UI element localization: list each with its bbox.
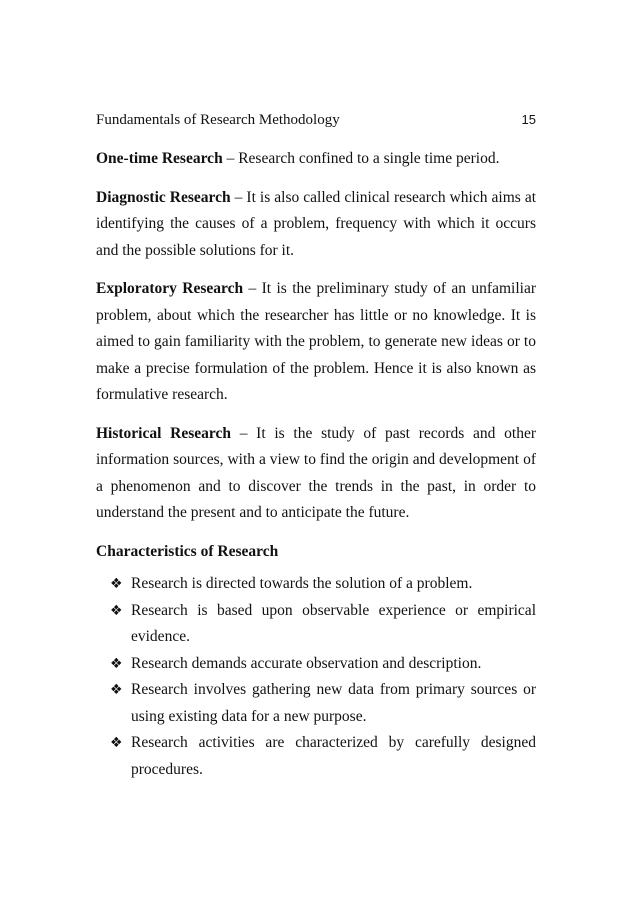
page-number: 15	[521, 112, 536, 127]
section-title-characteristics: Characteristics of Research	[96, 542, 279, 560]
definition-one-time-research: – Research confined to a single time period.	[222, 150, 500, 167]
list-item	[110, 651, 536, 678]
diamond-bullet-icon: ❖	[110, 735, 123, 751]
list-item-text: Research involves gathering new data from primary sources or using existing data for a new purpose.	[131, 681, 536, 725]
diamond-bullet-icon: ❖	[110, 602, 123, 619]
list-item-text: Research is directed towards the solution of a problem.	[131, 575, 473, 592]
term-historical-research: Historical Research	[96, 424, 231, 442]
diamond-bullet-icon: ❖	[110, 682, 123, 698]
paragraph-one-time-research	[96, 146, 536, 173]
list-item-text: Research is based upon observable experience or empirical evidence.	[131, 601, 536, 645]
characteristics-list	[96, 571, 536, 783]
paragraph-diagnostic-research	[96, 185, 536, 265]
term-diagnostic-research: Diagnostic Research	[96, 188, 231, 206]
paragraph-exploratory-research	[96, 276, 536, 409]
list-item-text: Research demands accurate observation and description.	[131, 654, 482, 672]
list-item	[110, 677, 536, 730]
list-item-text: Research activities are characterized by carefully designed procedures.	[131, 734, 536, 778]
page-body	[96, 146, 536, 783]
page-header	[96, 112, 536, 134]
list-item	[110, 730, 536, 783]
diamond-bullet-icon: ❖	[110, 576, 123, 592]
definition-exploratory-research: – It is the preliminary study of an unfamiliar problem, about which the researcher has little or no knowledge. It is aimed to gain familiarity with the problem, to generate new ideas or to make a precise formulation of the problem. Hence it is also known as formulative research.	[96, 280, 536, 403]
diamond-bullet-icon: ❖	[110, 655, 123, 672]
term-one-time-research: One-time Research	[96, 150, 223, 167]
definition-historical-research: – It is the study of past records and other information sources, with a view to find the origin and development of a phenomenon and to discover the trends in the past, in order to understand the present and to anticipate the future.	[96, 424, 536, 521]
list-item	[110, 571, 536, 598]
list-item	[110, 598, 536, 651]
definition-diagnostic-research: – It is also called clinical research which aims at identifying the causes of a problem, frequency with which it occurs and the possible solutions for it.	[96, 188, 536, 259]
term-exploratory-research: Exploratory Research	[96, 280, 244, 297]
paragraph-historical-research	[96, 421, 536, 527]
header-title: Fundamentals of Research Methodology	[96, 112, 340, 128]
